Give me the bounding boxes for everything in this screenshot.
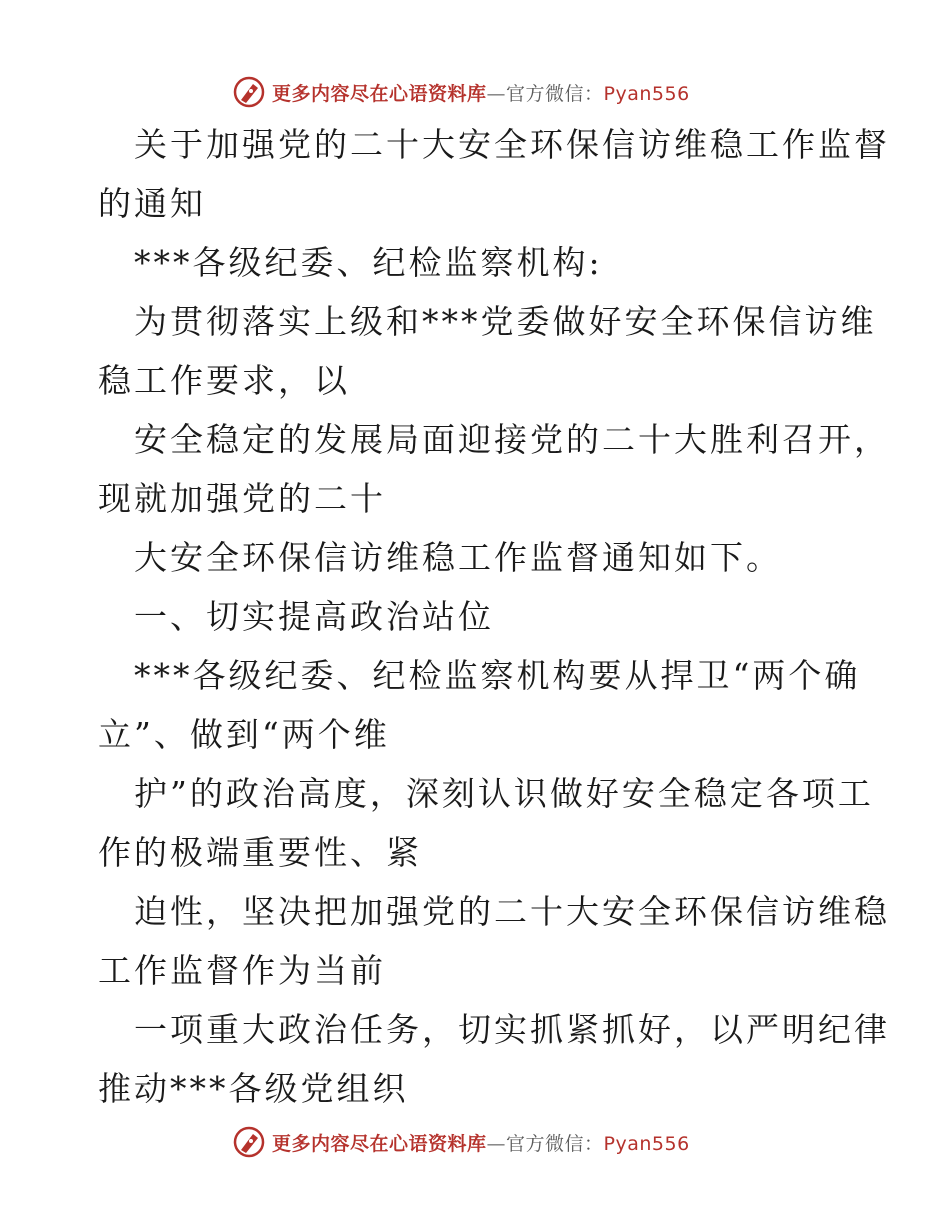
banner-dash: — <box>486 1132 507 1155</box>
document-line: ***各级纪委、纪检监察机构要从捍卫“两个确 <box>98 656 861 695</box>
banner-brand: 更多内容尽在心语资料库 <box>272 82 487 105</box>
document-line: 的通知 <box>98 184 206 223</box>
document-line: 大安全环保信访维稳工作监督通知如下。 <box>98 538 782 577</box>
document-line: 一项重大政治任务，切实抓紧抓好，以严明纪律 <box>98 1010 890 1049</box>
banner-brand: 更多内容尽在心语资料库 <box>272 1132 487 1155</box>
document-line: 现就加强党的二十 <box>98 479 386 518</box>
pen-nib-logo-icon <box>232 75 266 109</box>
document-line: 推动***各级党组织 <box>98 1069 409 1108</box>
document-line: 护”的政治高度，深刻认识做好安全稳定各项工 <box>98 774 874 813</box>
document-body <box>98 115 890 1118</box>
banner-text <box>272 1129 690 1156</box>
document-line: 安全稳定的发展局面迎接党的二十大胜利召开， <box>98 420 890 459</box>
banner-text <box>272 79 690 106</box>
document-line: 作的极端重要性、紧 <box>98 833 422 872</box>
document-line: 稳工作要求，以 <box>98 361 350 400</box>
document-line: 关于加强党的二十大安全环保信访维稳工作监督 <box>98 125 890 164</box>
header-watermark-banner <box>232 72 690 112</box>
banner-official-label: 官方微信： <box>506 82 604 105</box>
footer-watermark-banner <box>232 1122 690 1162</box>
document-line: 迫性，坚决把加强党的二十大安全环保信访维稳 <box>98 892 890 931</box>
pen-nib-logo-icon <box>232 1125 266 1159</box>
banner-wechat-id: Pyan556 <box>603 1132 690 1155</box>
document-line: 为贯彻落实上级和***党委做好安全环保信访维 <box>98 302 877 341</box>
document-line: 工作监督作为当前 <box>98 951 386 990</box>
banner-wechat-id: Pyan556 <box>603 82 690 105</box>
document-line: 立”、做到“两个维 <box>98 715 390 754</box>
banner-official-label: 官方微信： <box>506 1132 604 1155</box>
document-line: ***各级纪委、纪检监察机构: <box>98 243 603 282</box>
document-line: 一、切实提高政治站位 <box>98 597 494 636</box>
banner-dash: — <box>486 82 507 105</box>
